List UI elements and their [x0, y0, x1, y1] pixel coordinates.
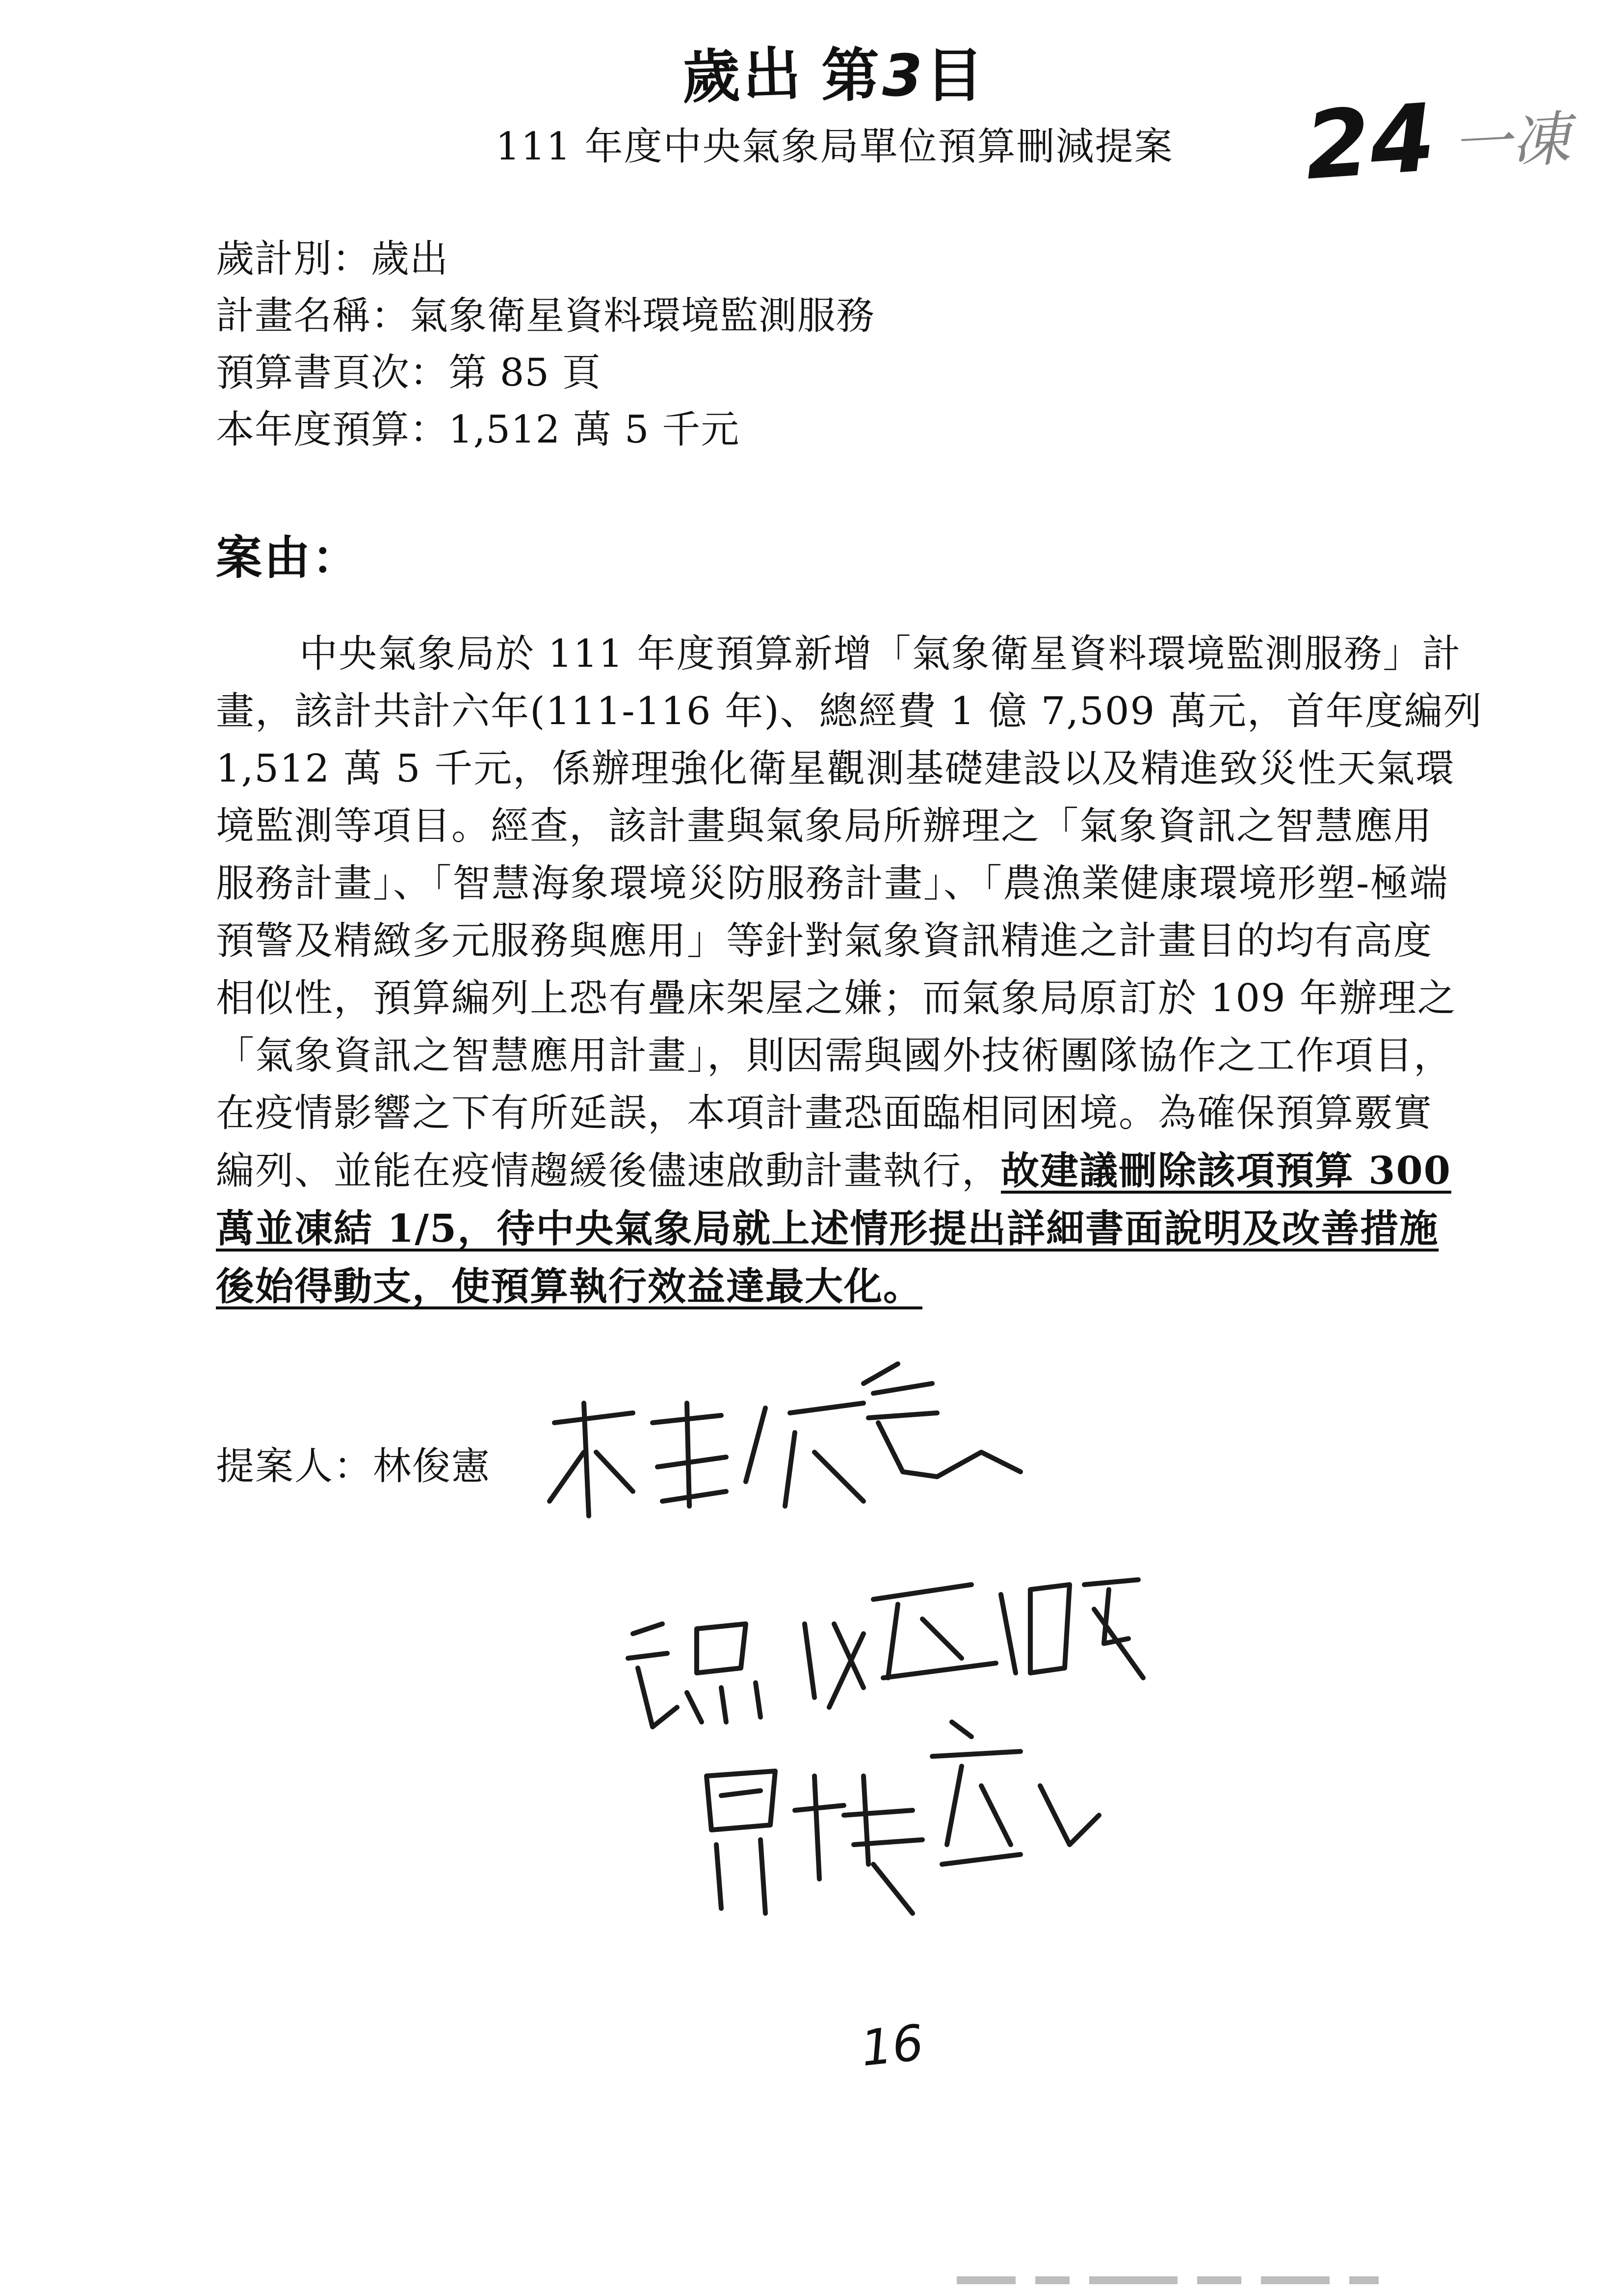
signature-2 [628, 1624, 864, 1727]
body-line-mixed [216, 1142, 1451, 1200]
body-text-emphasis: 萬並凍結 1/5，待中央氣象局就上述情形提出詳細書面說明及改善措施 [216, 1206, 1439, 1251]
body-line: 1,512 萬 5 千元，係辦理強化衛星觀測基礎建設以及精進致災性天氣環 [216, 747, 1455, 791]
section-heading: 案由： [216, 531, 361, 585]
body-text-emphasis: 故建議刪除該項預算 300 [1001, 1148, 1451, 1193]
meta-plan-name: 計畫名稱：氣象衛星資料環境監測服務 [216, 294, 875, 338]
meta-annual-budget: 本年度預算：1,512 萬 5 千元 [216, 408, 740, 452]
body-line: 畫，該計共計六年(111-116 年)、總經費 1 億 7,509 萬元，首年度編列 [216, 689, 1483, 733]
body-line: 預警及精緻多元服務與應用」等針對氣象資訊精進之計畫目的均有高度 [216, 919, 1433, 963]
body-line: 中央氣象局於 111 年度預算新增「氣象衛星資料環境監測服務」計 [299, 632, 1462, 676]
title-year-expenditure: 歲出 [681, 39, 805, 112]
body-line-emphasis [216, 1258, 1413, 1316]
body-line: 境監測等項目。經查，該計畫與氣象局所辦理之「氣象資訊之智慧應用 [216, 804, 1433, 848]
title-item-prefix: 第 [821, 41, 883, 109]
body-text-plain: 編列、並能在疫情趨緩後儘速啟動計畫執行， [216, 1149, 1001, 1193]
proposer-label: 提案人：林俊憲 [216, 1444, 491, 1488]
page-number: 16 [858, 2013, 926, 2078]
body-line: 服務計畫」、「智慧海象環境災防服務計畫」、「農漁業健康環境形塑-極端 [216, 861, 1449, 906]
body-line: 在疫情影響之下有所延誤，本項計畫恐面臨相同困境。為確保預算覈實 [216, 1091, 1433, 1135]
body-line-emphasis [216, 1200, 1439, 1258]
scan-artifact [957, 2276, 1595, 2291]
body-text-emphasis: 後始得動支，使預算執行效益達最大化。 [216, 1264, 923, 1309]
meta-budget-page: 預算書頁次：第 85 頁 [216, 351, 601, 395]
header-title [681, 39, 987, 112]
body-paragraph [216, 626, 1483, 1316]
handwritten-number: 24 [1301, 83, 1439, 201]
handwritten-mark: 一凍 [1450, 104, 1572, 180]
meta-block [216, 231, 875, 458]
signature-3 [873, 1580, 1143, 1678]
title-item-number: 3 [882, 42, 926, 109]
signature-4 [707, 1722, 1099, 1913]
meta-account: 歲計別：歲出 [216, 237, 449, 281]
title-item-suffix: 目 [925, 41, 987, 109]
signature-1 [550, 1364, 1021, 1516]
body-line: 「氣象資訊之智慧應用計畫」，則因需與國外技術團隊協作之工作項目， [216, 1034, 1453, 1078]
body-line: 相似性，預算編列上恐有疊床架屋之嫌；而氣象局原訂於 109 年辦理之 [216, 976, 1457, 1020]
document-subtitle: 111 年度中央氣象局單位預算刪減提案 [496, 125, 1174, 169]
